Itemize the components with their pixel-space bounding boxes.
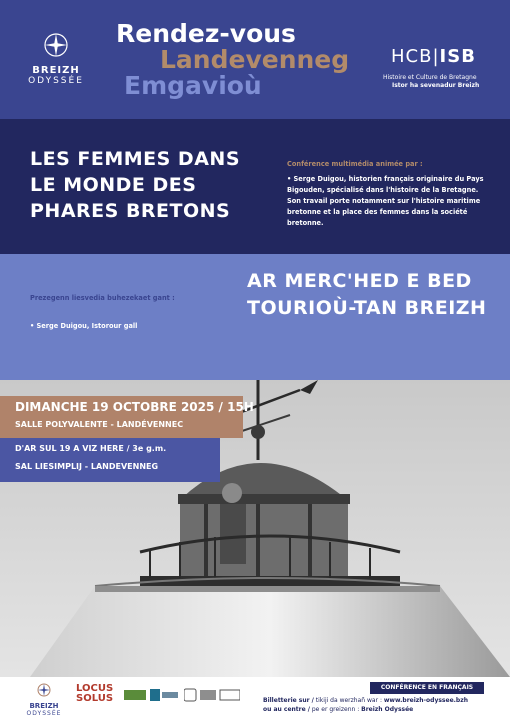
french-title: LES FEMMES DANS LE MONDE DES PHARES BRETONS <box>30 148 240 222</box>
event-date-br: D'AR SUL 19 A VIZ HERE / 3e g.m. <box>15 444 167 453</box>
centre-label-fr: ou au centre / <box>263 706 310 713</box>
title-line-3: Emgavioù <box>124 71 262 100</box>
footer-breizh-line1: BREIZH <box>29 702 59 710</box>
hcb-logo-left: HCB <box>391 46 433 67</box>
compass-rose-icon <box>43 32 69 58</box>
event-date-fr: DIMANCHE 19 OCTOBRE 2025 / 15H <box>15 400 254 414</box>
centre-label-br: pe er greizenn : <box>309 706 362 713</box>
breton-conference-label: Prezegenn liesvedia buhezekaet gant : <box>30 294 175 302</box>
event-venue-fr: SALLE POLYVALENTE - LANDÉVENNEC <box>15 420 184 429</box>
hcb-subtitle-br: Istor ha sevenadur Breizh <box>392 82 480 89</box>
locus-solus-logo <box>76 684 113 704</box>
hcb-subtitle-fr: Histoire et Culture de Bretagne <box>383 74 477 81</box>
sponsor-logo-group-1 <box>124 688 178 702</box>
conference-description: • Serge Duigou, historien français originaire du Pays Bigouden, spécialisé dans l'histoire de la Bretagne. Son travail porte notamment sur l'histoire maritime bretonne et la place des femmes dans la société bretonne. <box>287 175 484 227</box>
breizh-odyssee-logo <box>26 32 86 86</box>
breton-title: AR MERC'HED E BED TOURIOÙ-TAN BREIZH <box>247 270 487 319</box>
breizh-logo-line2: ODYSSÉE <box>28 76 84 86</box>
locus-line2: SOLUS <box>76 693 114 704</box>
locus-line1: LOCUS <box>76 683 114 694</box>
conference-language-badge: CONFÉRENCE EN FRANÇAIS <box>370 682 484 694</box>
centre-name: Breizh Odyssée <box>361 706 414 713</box>
centre-line <box>263 706 413 713</box>
hcb-logo-right: ISB <box>439 46 476 67</box>
conference-label: Conférence multimédia animée par : <box>287 160 423 168</box>
ticketing-url[interactable]: www.breizh-odyssee.bzh <box>383 697 468 704</box>
ticketing-label-br: tikiji da werzhañ war : <box>313 697 384 704</box>
title-line-1: Rendez-vous <box>116 19 296 48</box>
ticketing-label-fr: Billetterie sur / <box>263 697 314 704</box>
breizh-logo-line1: BREIZH <box>32 65 80 76</box>
hcb-logo <box>391 46 476 67</box>
event-venue-br: SAL LIESIMPLIJ - LANDEVENNEG <box>15 462 159 471</box>
sponsor-logo-group-2 <box>184 688 240 702</box>
footer-breizh-line2: ODYSSÉE <box>26 710 62 717</box>
footer-compass-rose-icon <box>37 683 51 697</box>
ticketing-line <box>263 697 468 704</box>
footer-breizh-logo <box>22 683 66 717</box>
hcb-divider: | <box>432 46 440 67</box>
breton-speaker: • Serge Duigou, Istorour gall <box>30 322 138 330</box>
title-line-2: Landevenneg <box>160 45 350 74</box>
